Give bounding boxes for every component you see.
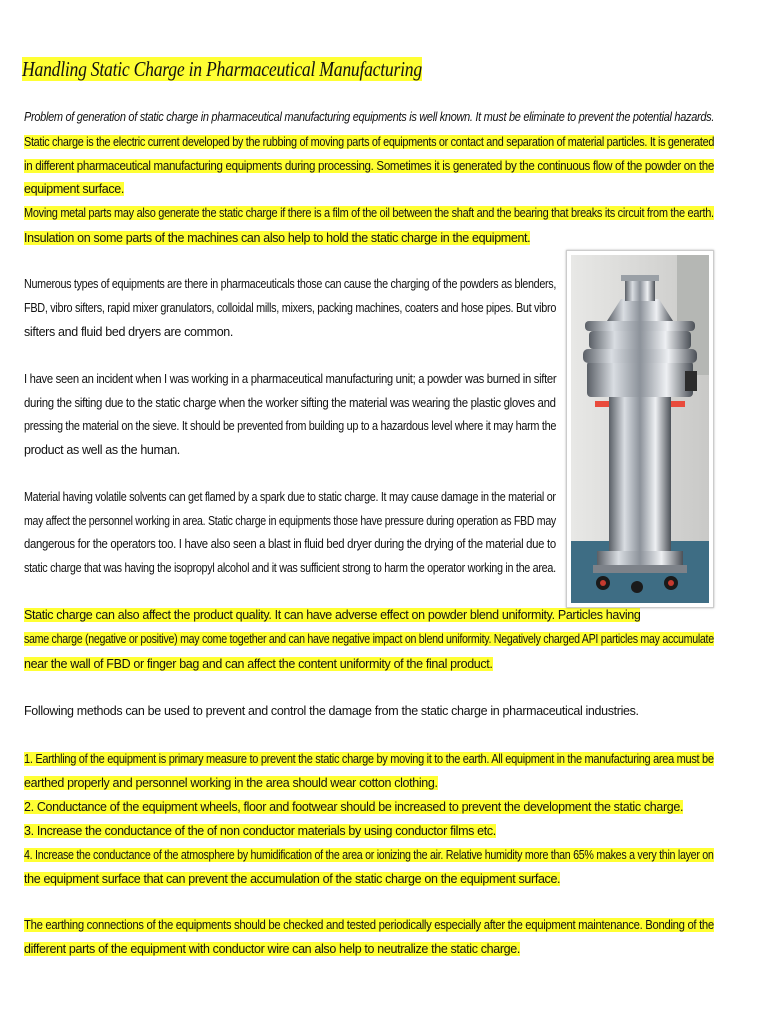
intro-line: Problem of generation of static charge in pharmaceutical manufacturing equipments is well known. It must be eliminate to prevent the potential hazards. xyxy=(24,110,715,124)
para6-line: same charge (negative or positive) may come together and can have negative impact on blend uniformity. Negatively charged API particles may accumulate xyxy=(24,632,714,646)
method-line: 2. Conductance of the equipment wheels, floor and footwear should be increased to prevent the development the static charge. xyxy=(24,800,684,814)
para1-line: equipment surface. xyxy=(24,182,125,196)
document-title: Handling Static Charge in Pharmaceutical Manufacturing xyxy=(22,57,422,81)
vibro-sifter-machine-icon xyxy=(567,251,713,607)
para4-line: I have seen an incident when I was working in a pharmaceutical manufacturing unit; a powder was burned in sifter xyxy=(24,372,557,386)
para6-line: Static charge can also affect the product quality. It can have adverse effect on powder blend uniformity. Particles having xyxy=(24,608,641,622)
para1-line: in different pharmaceutical manufacturing equipments during processing. Sometimes it is generated by the continuous flow of the powder on the xyxy=(24,159,715,173)
method-line: earthed properly and personnel working in the area should wear cotton clothing. xyxy=(24,776,438,790)
para6-line: near the wall of FBD or finger bag and can affect the content uniformity of the final product. xyxy=(24,657,493,671)
para5-line: Material having volatile solvents can get flamed by a spark due to static charge. It may cause damage in the material or xyxy=(24,490,556,504)
method-line: 1. Earthling of the equipment is primary measure to prevent the static charge by moving it to the earth. All equipment in the manufacturing area must be xyxy=(24,752,714,766)
method-line: 4. Increase the conductance of the atmosphere by humidification of the area or ionizing the air. Relative humidity more than 65% makes a very thin layer on xyxy=(24,848,714,862)
para2-line: Moving metal parts may also generate the static charge if there is a film of the oil between the shaft and the bearing that breaks its circuit from the earth. xyxy=(24,206,714,220)
para5-line: static charge that was having the isopropyl alcohol and it was sufficient strong to harm the operator working in the area. xyxy=(24,561,556,575)
para1-line: Static charge is the electric current developed by the rubbing of moving parts of equipments or contact and separation of material particles. It is generated xyxy=(24,135,715,149)
method-line: 3. Increase the conductance of the of non conductor materials by using conductor films etc. xyxy=(24,824,496,838)
para8-line: different parts of the equipment with conductor wire can also help to neutralize the static charge. xyxy=(24,942,520,956)
vibro-sifter-photo xyxy=(566,250,714,608)
para5-line: dangerous for the operators too. I have also seen a blast in fluid bed dryer during the drying of the material due to xyxy=(24,537,556,551)
para4-line: pressing the material on the sieve. It should be prevented from building up to a hazardous level where it may harm the xyxy=(24,419,557,433)
para4-line: product as well as the human. xyxy=(24,443,180,457)
para4-line: during the sifting due to the static charge when the worker sifting the material was wearing the plastic gloves and xyxy=(24,396,556,410)
para3-line: Numerous types of equipments are there in pharmaceuticals those can cause the charging of the powders as blenders, xyxy=(24,277,557,291)
para3-line: FBD, vibro sifters, rapid mixer granulators, colloidal mills, mixers, packing machines, coaters and hose pipes. But vibro xyxy=(24,301,557,315)
para5-line: may affect the personnel working in area. Static charge in equipments those have pressure during operation as FBD may xyxy=(24,514,556,528)
para3-line: sifters and fluid bed dryers are common. xyxy=(24,325,234,339)
para8-line: The earthing connections of the equipments should be checked and tested periodically especially after the equipment maintenance. Bonding of the xyxy=(24,918,714,932)
method-line: the equipment surface that can prevent the accumulation of the static charge on the equipment surface. xyxy=(24,872,561,886)
para2-line: Insulation on some parts of the machines can also help to hold the static charge in the equipment. xyxy=(24,231,531,245)
para7-line: Following methods can be used to prevent and control the damage from the static charge in pharmaceutical industries. xyxy=(24,704,639,718)
